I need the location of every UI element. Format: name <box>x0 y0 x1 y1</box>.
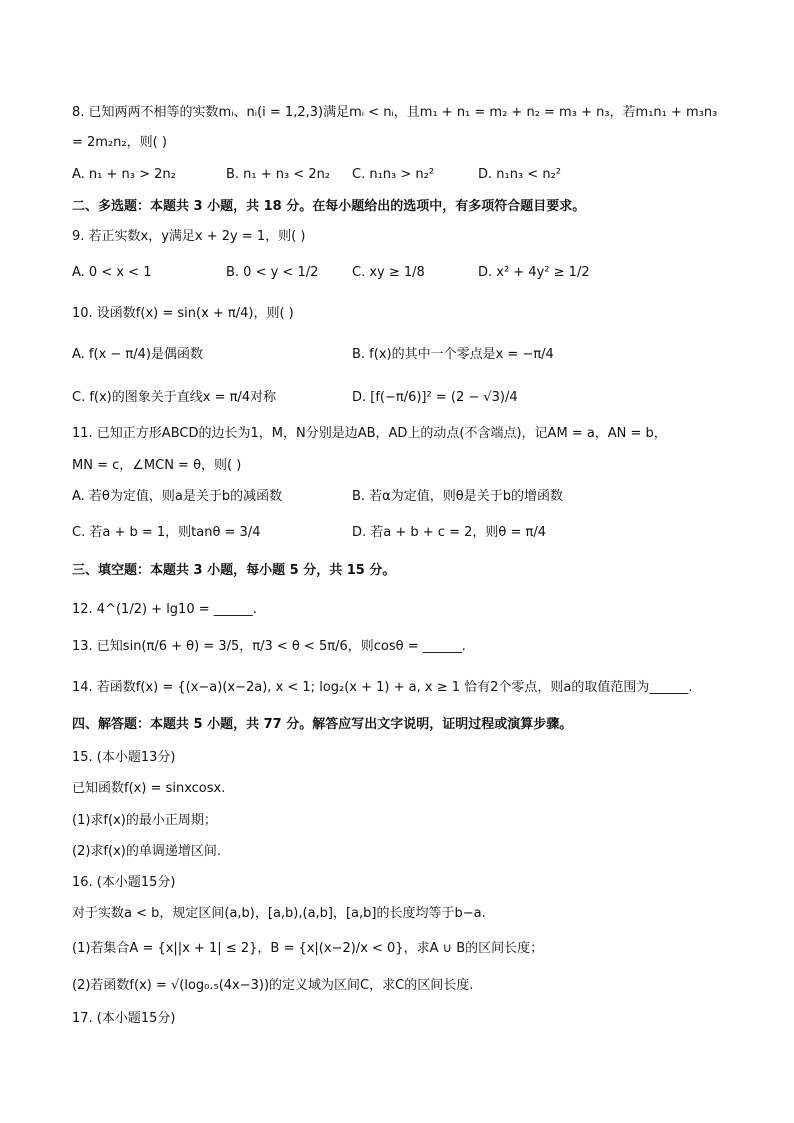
q17-header: 17. (本小题15分) <box>72 1011 176 1026</box>
q9-option-c: C. xy ≥ 1/8 <box>352 265 425 280</box>
q10-option-b: B. f(x)的其中一个零点是x = −π/4 <box>352 347 554 362</box>
q15-part2: (2)求f(x)的单调递增区间. <box>72 844 221 859</box>
q9-option-b: B. 0 < y < 1/2 <box>226 265 319 280</box>
q11-stem-line1: 11. 已知正方形ABCD的边长为1，M，N分别是边AB，AD上的动点(不含端点)，记AM = a，AN = b， <box>72 426 667 441</box>
q16-stem: 对于实数a < b，规定区间(a,b)，[a,b),(a,b]，[a,b]的长度均等于b−a. <box>72 906 486 921</box>
q11-stem-line2: MN = c，∠MCN = θ，则( ) <box>72 458 242 473</box>
q13-stem: 13. 已知sin(π/6 + θ) = 3/5，π/3 < θ < 5π/6，则cosθ = ______. <box>72 639 466 654</box>
q14-stem: 14. 若函数f(x) = {(x−a)(x−2a), x < 1; log₂(x + 1) + a, x ≥ 1 恰有2个零点，则a的取值范围为______. <box>72 680 693 695</box>
q8-option-c: C. n₁n₃ > n₂² <box>352 167 435 182</box>
q11-option-d: D. 若a + b + c = 2，则θ = π/4 <box>352 525 546 540</box>
q15-stem: 已知函数f(x) = sinxcosx. <box>72 781 226 796</box>
q10-option-d: D. [f(−π/6)]² = (2 − √3)/4 <box>352 390 518 405</box>
q10-stem: 10. 设函数f(x) = sin(x + π/4)，则( ) <box>72 306 294 321</box>
section-heading-multi-choice: 二、多选题：本题共 3 小题，共 18 分。在每小题给出的选项中，有多项符合题目要求。 <box>72 199 586 214</box>
q15-header: 15. (本小题13分) <box>72 750 176 765</box>
q15-part1: (1)求f(x)的最小正周期； <box>72 813 217 828</box>
q16-part1: (1)若集合A = {x||x + 1| ≤ 2}，B = {x|(x−2)/x < 0}，求A ∪ B的区间长度； <box>72 941 544 956</box>
q8-stem-line1: 8. 已知两两不相等的实数mᵢ、nᵢ(i = 1,2,3)满足mᵢ < nᵢ，且m₁ + n₁ = m₂ + n₂ = m₃ + n₃，若m₁n₁ + m₃n₃ <box>72 105 718 120</box>
section-heading-fill-blank: 三、填空题：本题共 3 小题，每小题 5 分，共 15 分。 <box>72 563 396 578</box>
q11-option-b: B. 若α为定值，则θ是关于b的增函数 <box>352 489 563 504</box>
q10-option-a: A. f(x − π/4)是偶函数 <box>72 347 203 362</box>
q8-option-d: D. n₁n₃ < n₂² <box>478 167 561 182</box>
q11-option-c: C. 若a + b = 1，则tanθ = 3/4 <box>72 525 261 540</box>
q11-option-a: A. 若θ为定值，则a是关于b的减函数 <box>72 489 283 504</box>
q8-option-a: A. n₁ + n₃ > 2n₂ <box>72 167 176 182</box>
q9-stem: 9. 若正实数x，y满足x + 2y = 1，则( ) <box>72 229 306 244</box>
q9-option-d: D. x² + 4y² ≥ 1/2 <box>478 265 590 280</box>
q16-header: 16. (本小题15分) <box>72 875 176 890</box>
section-heading-answer: 四、解答题：本题共 5 小题，共 77 分。解答应写出文字说明，证明过程或演算步骤。 <box>72 717 573 732</box>
q10-option-c: C. f(x)的图象关于直线x = π/4对称 <box>72 390 277 405</box>
q9-option-a: A. 0 < x < 1 <box>72 265 152 280</box>
q8-option-b: B. n₁ + n₃ < 2n₂ <box>226 167 331 182</box>
q12-stem: 12. 4^(1/2) + lg10 = ______. <box>72 602 257 617</box>
q16-part2: (2)若函数f(x) = √(log₀.₅(4x−3))的定义域为区间C，求C的区间长度. <box>72 978 474 993</box>
q8-stem-line2: = 2m₂n₂，则( ) <box>72 135 167 150</box>
